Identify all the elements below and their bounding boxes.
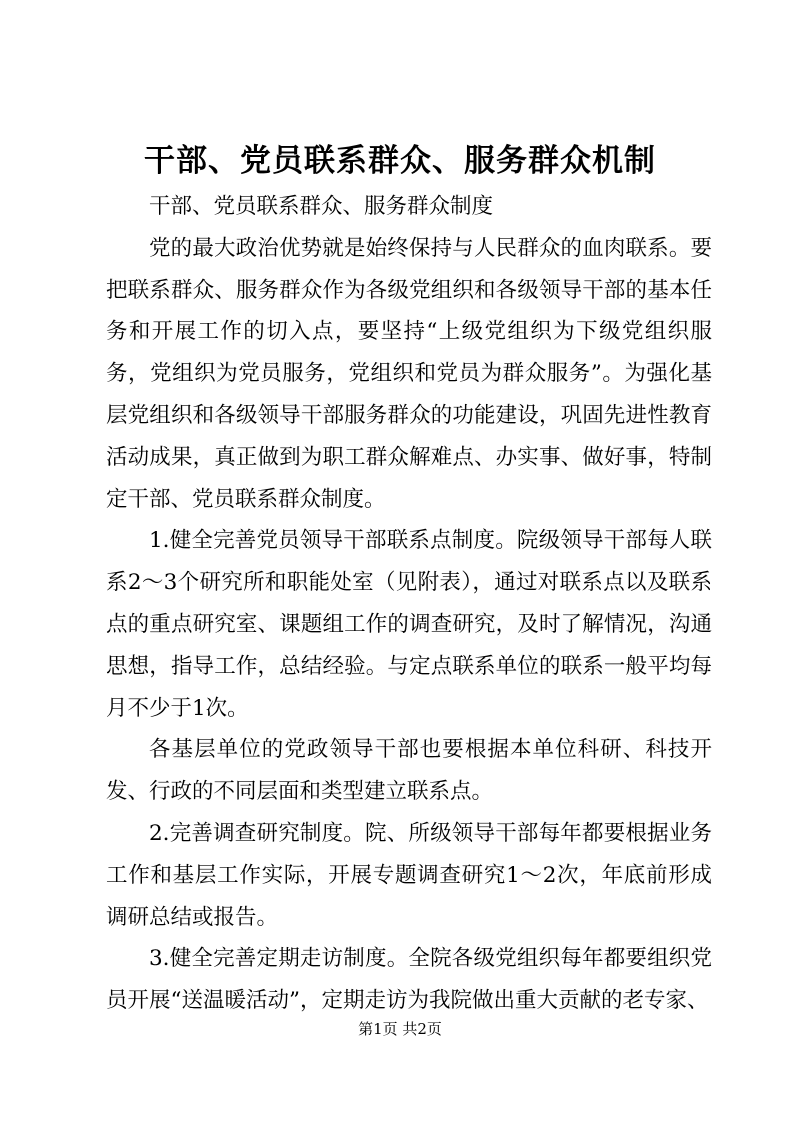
item-2-paragraph: 2.完善调查研究制度。院、所级领导干部每年都要根据业务工作和基层工作实际，开展专题调查研究1～2次，年底前形成调研总结或报告。 [106,820,712,930]
intro-paragraph: 党的最大政治优势就是始终保持与人民群众的血肉联系。要把联系群众、服务群众作为各级党组织和各级领导干部的基本任务和开展工作的切入点，要坚持“上级党组织为下级党组织服务，党组织为党员服务，党组织和党员为群众服务”。为强化基层党组织和各级领导干部服务群众的功能建设，巩固先进性教育活动成果，真正做到为职工群众解难点、办实事、做好事，特制定干部、党员联系群众制度。 [106,235,712,512]
item-3-paragraph: 3.健全完善定期走访制度。全院各级党组织每年都要组织党员开展“送温暖活动”，定期走访为我院做出重大贡献的老专家、 [106,946,712,1014]
item-1-note-paragraph: 各基层单位的党政领导干部也要根据本单位科研、科技开发、行政的不同层面和类型建立联系点。 [106,737,712,805]
subtitle-paragraph: 干部、党员联系群众、服务群众制度 [149,194,494,219]
item-1-paragraph: 1.健全完善党员领导干部联系点制度。院级领导干部每人联系2～3个研究所和职能处室（见附表），通过对联系点以及联系点的重点研究室、课题组工作的调查研究，及时了解情况，沟通思想，指导工作，总结经验。与定点联系单位的联系一般平均每月不少于1次。 [106,528,712,721]
document-body [106,186,712,1022]
document-title: 干部、党员联系群众、服务群众机制 [144,143,656,179]
page-footer: 第1页 共2页 [358,1020,442,1038]
